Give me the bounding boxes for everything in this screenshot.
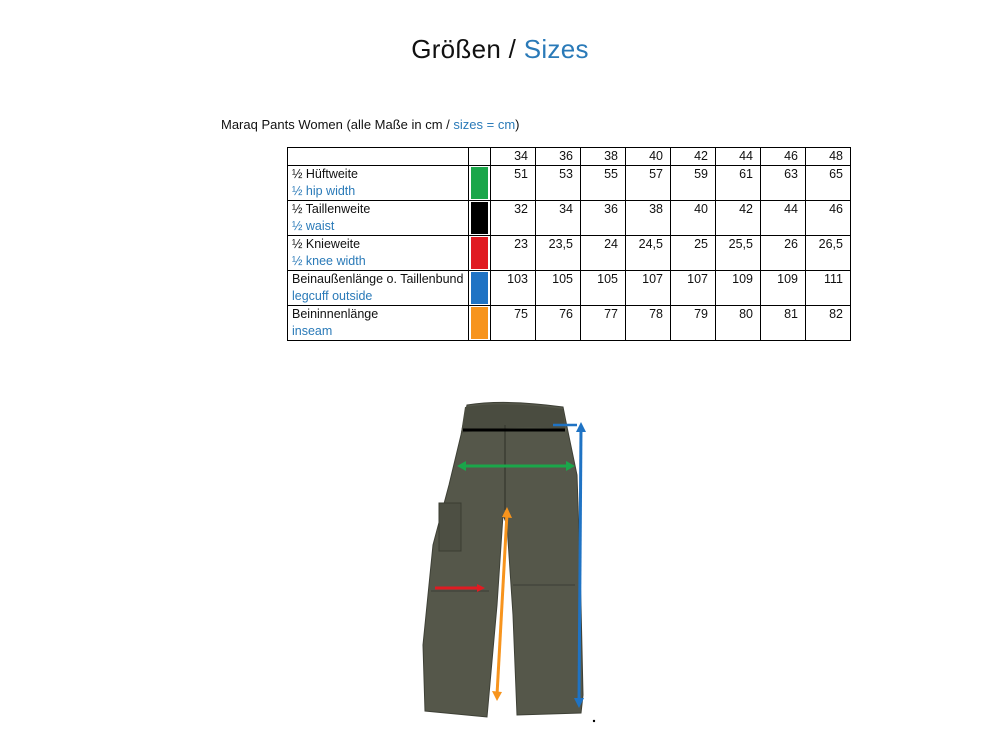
- header-empty-swatch: [469, 148, 491, 166]
- table-row: [288, 271, 851, 306]
- color-swatch: [471, 272, 488, 304]
- measure-value: 24,5: [626, 236, 671, 271]
- size-header: 38: [581, 148, 626, 166]
- measure-label-en: ½ waist: [292, 219, 335, 233]
- color-swatch: [471, 237, 488, 269]
- table-caption: [221, 117, 520, 132]
- size-header: 46: [761, 148, 806, 166]
- measure-value: 111: [806, 271, 851, 306]
- measure-value: 57: [626, 166, 671, 201]
- size-header-row: [288, 148, 851, 166]
- measure-value: 103: [491, 271, 536, 306]
- measure-label: [288, 271, 469, 306]
- measure-value: 46: [806, 201, 851, 236]
- measure-value: 76: [536, 306, 581, 341]
- color-swatch-cell: [469, 166, 491, 201]
- measure-value: 51: [491, 166, 536, 201]
- cargo-pocket: [439, 503, 461, 551]
- measure-value: 78: [626, 306, 671, 341]
- measure-value: 25,5: [716, 236, 761, 271]
- measure-value: 79: [671, 306, 716, 341]
- table-row: [288, 201, 851, 236]
- measure-label-en: ½ hip width: [292, 184, 356, 198]
- measure-value: 105: [536, 271, 581, 306]
- measure-value: 36: [581, 201, 626, 236]
- title-german: Größen: [411, 34, 502, 64]
- measure-value: 26: [761, 236, 806, 271]
- measure-value: 61: [716, 166, 761, 201]
- measure-value: 80: [716, 306, 761, 341]
- table-row: [288, 306, 851, 341]
- measure-value: 107: [626, 271, 671, 306]
- measure-value: 59: [671, 166, 716, 201]
- measure-value: 63: [761, 166, 806, 201]
- dot-mark: [593, 720, 595, 722]
- measure-value: 25: [671, 236, 716, 271]
- color-swatch: [471, 202, 488, 234]
- color-swatch: [471, 307, 488, 339]
- measure-label-de: Beininnenlänge: [292, 307, 379, 321]
- pants-measurement-image: [405, 395, 605, 725]
- measure-label: [288, 236, 469, 271]
- color-swatch: [471, 167, 488, 199]
- size-header: 48: [806, 148, 851, 166]
- measure-label: [288, 306, 469, 341]
- caption-text: Maraq Pants Women (alle Maße in cm /: [221, 117, 454, 132]
- measure-value: 44: [761, 201, 806, 236]
- color-swatch-cell: [469, 306, 491, 341]
- measure-value: 38: [626, 201, 671, 236]
- caption-english: sizes = cm: [453, 117, 516, 132]
- size-header: 44: [716, 148, 761, 166]
- measure-value: 82: [806, 306, 851, 341]
- measure-value: 109: [716, 271, 761, 306]
- measure-label-de: Beinaußenlänge o. Taillenbund: [292, 272, 464, 286]
- measure-label-en: inseam: [292, 324, 333, 338]
- measure-value: 42: [716, 201, 761, 236]
- size-header: 34: [491, 148, 536, 166]
- page-title: [0, 34, 1000, 65]
- measure-value: 77: [581, 306, 626, 341]
- inseam-arrow-head-bottom: [492, 691, 502, 701]
- color-swatch-cell: [469, 271, 491, 306]
- color-swatch-cell: [469, 236, 491, 271]
- title-separator: /: [501, 34, 524, 64]
- measure-label: [288, 201, 469, 236]
- measure-value: 81: [761, 306, 806, 341]
- measure-value: 55: [581, 166, 626, 201]
- title-english: Sizes: [523, 34, 589, 64]
- outseam-arrow-head-top: [576, 422, 586, 432]
- measure-value: 109: [761, 271, 806, 306]
- measure-value: 65: [806, 166, 851, 201]
- outseam-arrow: [579, 427, 581, 703]
- table-row: [288, 236, 851, 271]
- size-header: 36: [536, 148, 581, 166]
- caption-close: ): [515, 117, 520, 132]
- measure-label-en: legcuff outside: [292, 289, 373, 303]
- header-empty-label: [288, 148, 469, 166]
- measure-label-de: ½ Taillenweite: [292, 202, 371, 216]
- measure-label-de: ½ Knieweite: [292, 237, 361, 251]
- measure-value: 107: [671, 271, 716, 306]
- measure-value: 23,5: [536, 236, 581, 271]
- measure-label-en: ½ knee width: [292, 254, 366, 268]
- measure-value: 75: [491, 306, 536, 341]
- measure-value: 26,5: [806, 236, 851, 271]
- measure-value: 34: [536, 201, 581, 236]
- size-table: [287, 147, 851, 341]
- measure-label: [288, 166, 469, 201]
- color-swatch-cell: [469, 201, 491, 236]
- measure-value: 53: [536, 166, 581, 201]
- measure-value: 24: [581, 236, 626, 271]
- measure-value: 23: [491, 236, 536, 271]
- size-header: 40: [626, 148, 671, 166]
- measure-value: 40: [671, 201, 716, 236]
- measure-value: 32: [491, 201, 536, 236]
- table-row: [288, 166, 851, 201]
- measure-value: 105: [581, 271, 626, 306]
- measure-label-de: ½ Hüftweite: [292, 167, 359, 181]
- size-header: 42: [671, 148, 716, 166]
